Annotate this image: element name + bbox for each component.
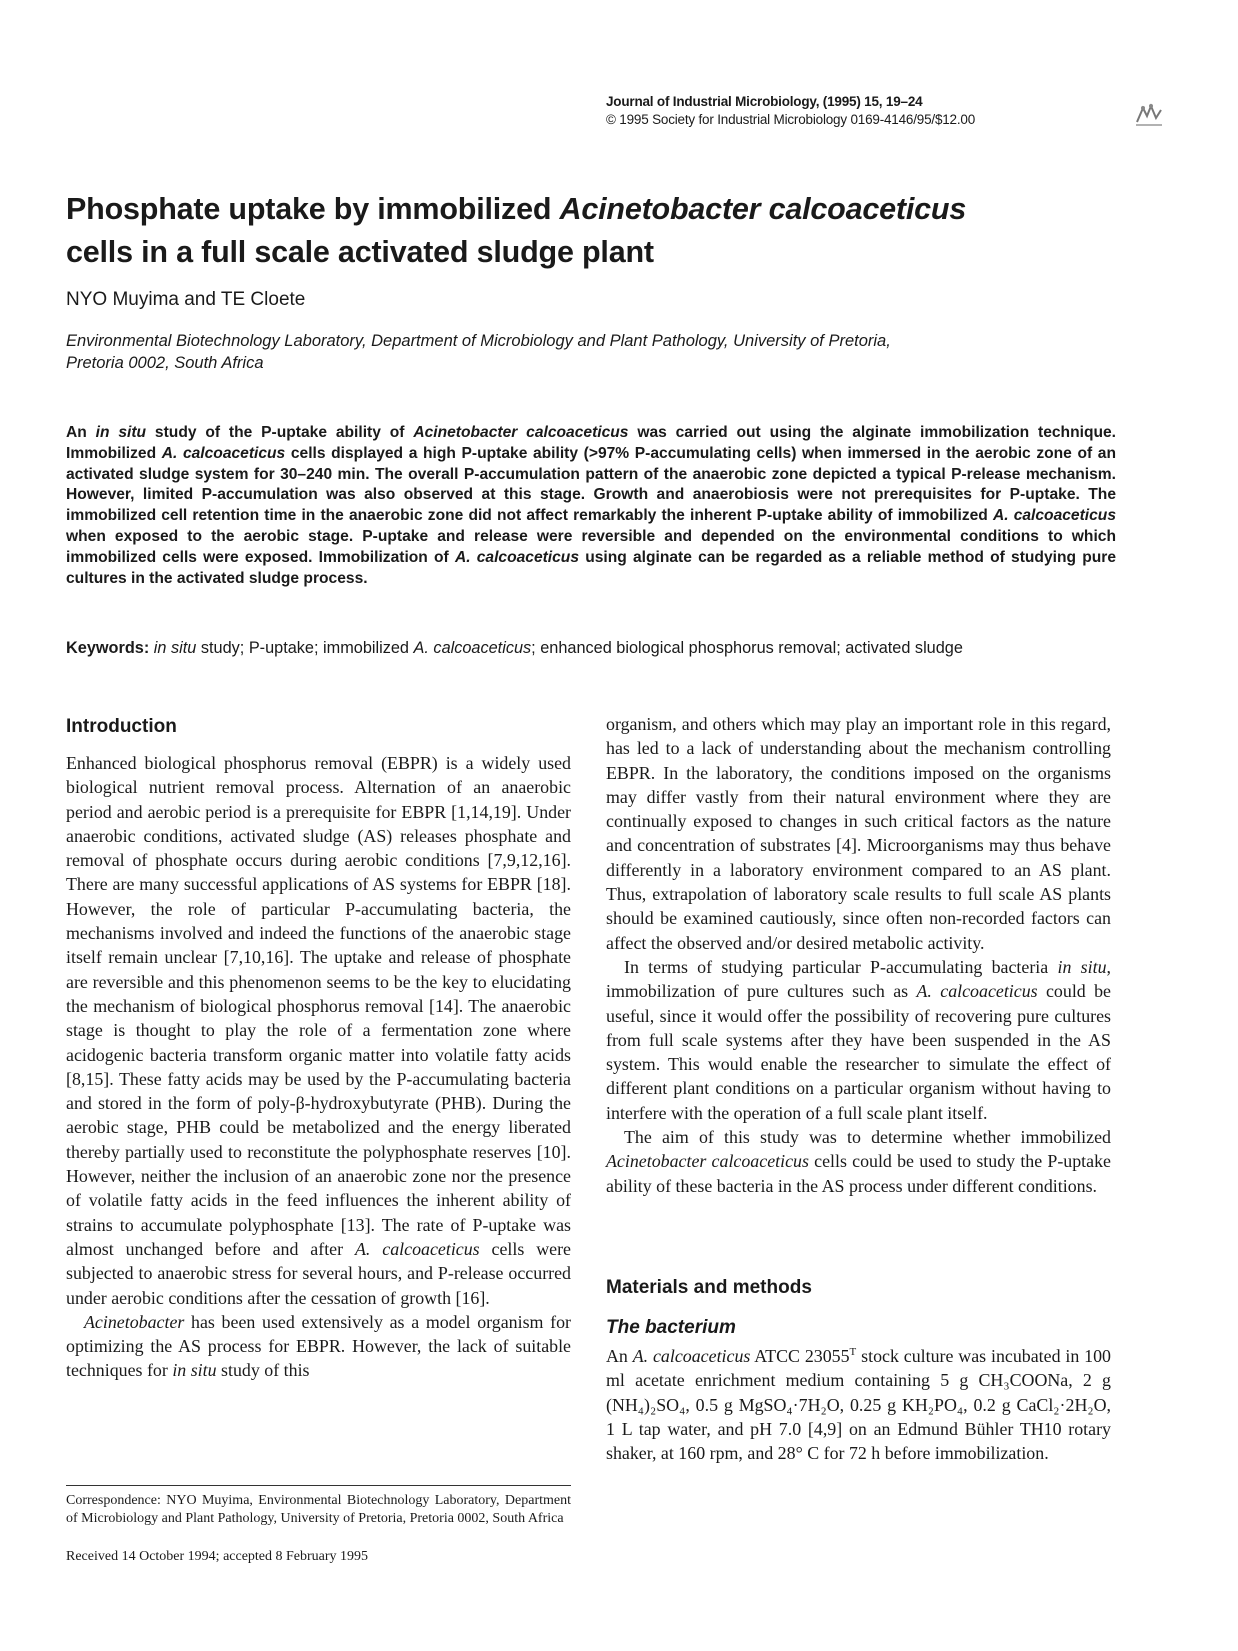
right-column xyxy=(606,715,1111,1465)
keywords-label: Keywords: xyxy=(66,639,150,657)
publisher-logo-icon xyxy=(1134,100,1164,128)
footnote-rule xyxy=(66,1485,571,1486)
intro-paragraph-3: In terms of studying particular P-accumulating bacteria in situ, immobilization of pure cultures such as A. calcoaceticus could be useful, since it would offer the possibility of recovering pure cultures from full scale systems after they have been suspended in the AS system. This would enable the researcher to simulate the effect of different plant conditions on a particular organism without having to interfere with the operation of a full scale plant itself. xyxy=(606,956,1111,1123)
methods-paragraph-1: An A. calcoaceticus ATCC $23055^T$ stock culture was incubated in 100 ml acetate enrichment medium containing 5 g CH₃COONa, 2 g (NH₄)₂SO₄, 0.5 g MgSO₄·7H₂O, 0.25 g KH₂PO₄, 0.2 g CaCl₂·2H₂O, 1 L tap water, and pH 7.0 [4,9] on an Edmund Bühler TH10 rotary shaker, at 160 rpm, and 28° C for 72 h before immobilization. xyxy=(606,1345,1111,1464)
intro-paragraph-2: Acinetobacter has been used extensively as a model organism for optimizing the AS process for EBPR. However, the lack of suitable techniques for in situ study of this xyxy=(66,1311,571,1381)
left-column xyxy=(66,715,571,1383)
keywords: Keywords: in situ study; P-uptake; immobilized A. calcoaceticus; enhanced biological phosphorus removal; activated sludge xyxy=(66,639,963,657)
intro-paragraph-2-continued: organism, and others which may play an important role in this regard, has led to a lack of understanding about the mechanism controlling EBPR. In the laboratory, the conditions imposed on the organisms may differ vastly from their natural environment where they are continually exposed to changes in such critical factors as the nature and concentration of substrates [4]. Microorganisms may thus behave differently in a laboratory environment compared to an AS plant. Thus, extrapolation of laboratory scale results to full scale AS plants should be examined cautiously, since often non-recorded factors can affect the observed and/or desired metabolic activity. xyxy=(606,714,1111,953)
bacterium-subheading: The bacterium xyxy=(606,1316,736,1338)
author-affiliation: Environmental Biotechnology Laboratory, Department of Microbiology and Plant Pathology, University of Pretoria, Pretoria 0002, South Africa xyxy=(66,332,891,372)
intro-paragraph-4: The aim of this study was to determine whether immobilized Acinetobacter calcoaceticus cells could be used to study the P-uptake ability of these bacteria in the AS process under different conditions. xyxy=(606,1127,1111,1196)
article-title: Phosphate uptake by immobilized Acinetobacter calcoaceticus cells in a full scale activated sludge plant xyxy=(66,192,967,269)
introduction-heading: Introduction xyxy=(66,716,177,737)
abstract: An in situ study of the P-uptake ability of Acinetobacter calcoaceticus was carried out using the alginate immobilization technique. Immobilized A. calcoaceticus cells displayed a high P-uptake ability (>97% P-accumulating cells) when immersed in the aerobic zone of an activated sludge system for 30–240 min. The overall P-accumulation pattern of the anaerobic zone depicted a typical P-release mechanism. However, limited P-accumulation was also observed at this stage. Growth and anaerobiosis were not prerequisites for P-uptake. The immobilized cell retention time in the anaerobic zone did not affect remarkably the inherent P-uptake ability of immobilized A. calcoaceticus when exposed to the aerobic stage. P-uptake and release were reversible and depended on the environmental conditions to which immobilized cells were exposed. Immobilization of A. calcoaceticus using alginate can be regarded as a reliable method of studying pure cultures in the activated sludge process. xyxy=(66,424,1116,587)
intro-paragraph-1: Enhanced biological phosphorus removal (EBPR) is a widely used biological nutrient removal process. Alternation of an anaerobic period and aerobic period is a prerequisite for EBPR [1,14,19]. Under anaerobic conditions, activated sludge (AS) releases phosphate and removal of phosphate occurs during aerobic conditions [7,9,12,16]. There are many successful applications of AS systems for EBPR [18]. However, the role of particular P-accumulating bacteria, the mechanisms involved and indeed the functions of the anaerobic stage itself remain unclear [7,10,16]. The uptake and release of phosphate are reversible and this phenomenon seems to be the key to elucidating the mechanism of biological phosphorus removal [14]. The anaerobic stage is thought to play the role of a fermentation zone where acidogenic bacteria transform organic matter into volatile fatty acids [8,15]. These fatty acids may be used by the P-accumulating bacteria and stored in the form of poly-β-hydroxybutyrate (PHB). During the aerobic stage, PHB could be metabolized and the energy liberated thereby partially used to reconstitute the polyphosphate reserves [10]. However, neither the inclusion of an anaerobic zone nor the presence of volatile fatty acids in the feed influences the inherent ability of strains to accumulate polyphosphate [13]. The rate of P-uptake was almost unchanged before and after A. calcoaceticus cells were subjected to anaerobic stress for several hours, and P-release occurred under aerobic conditions after the cessation of growth [16]. xyxy=(66,753,571,1308)
correspondence-footnote: Correspondence: NYO Muyima, Environmental Biotechnology Laboratory, Department of Microbiology and Plant Pathology, University of Pretoria, Pretoria 0002, South Africa xyxy=(66,1493,571,1527)
journal-header xyxy=(606,93,1166,129)
methods-heading: Materials and methods xyxy=(606,1276,812,1298)
article-authors: NYO Muyima and TE Cloete xyxy=(66,289,306,310)
received-dates: Received 14 October 1994; accepted 8 February 1995 xyxy=(66,1549,369,1564)
journal-citation: Journal of Industrial Microbiology, (1995) 15, 19–24 xyxy=(606,94,923,109)
journal-copyright: © 1995 Society for Industrial Microbiology 0169-4146/95/$12.00 xyxy=(606,112,976,127)
